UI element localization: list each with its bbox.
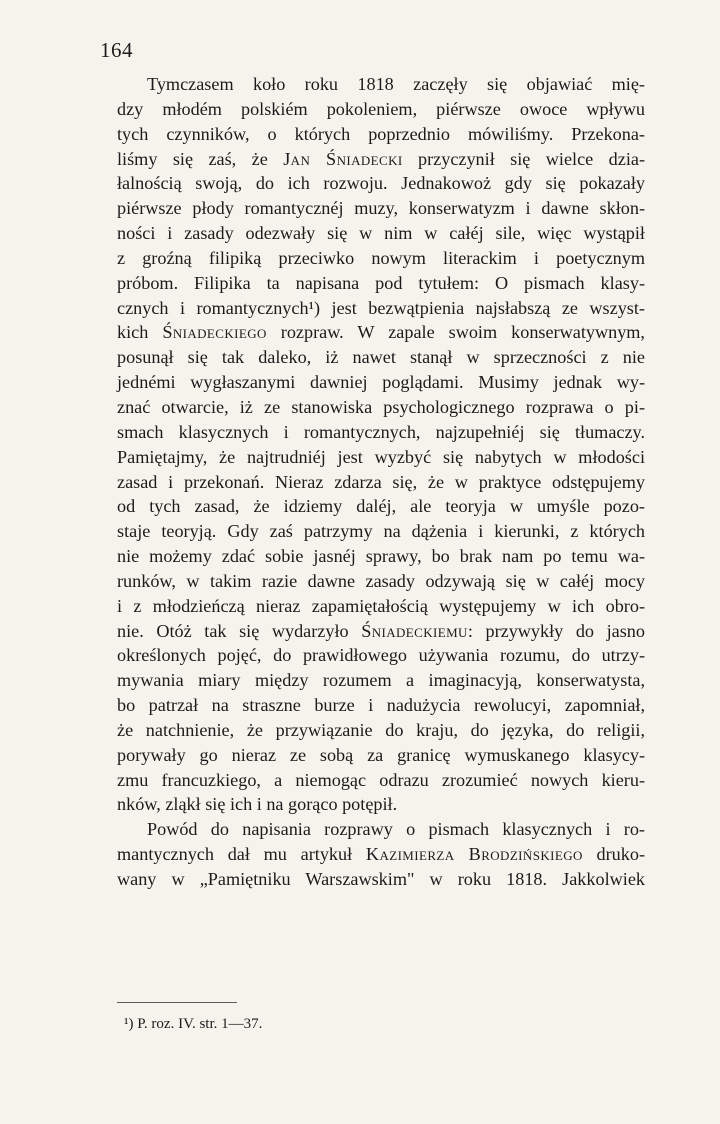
text-line: nie możemy zdać sobie jasnéj sprawy, bo brak nam po temu wa- <box>117 546 645 567</box>
text-line: z groźną filipiką przeciwko nowym literackim i poetycznym <box>117 247 645 268</box>
text-line: dzy młodém polskiém pokoleniem, piérwsze owoce wpływu <box>117 98 645 119</box>
text-line: zmu francuzkiego, a niemogąc odrazu zrozumieć nowych kieru- <box>117 769 645 790</box>
text-line: próbom. Filipika ta napisana pod tytułem: O pismach klasy- <box>117 272 645 293</box>
page-number: 164 <box>100 38 133 62</box>
paragraph-1 <box>117 72 645 817</box>
text-line: mantycznych dał mu artykuł Kazimierza Brodzińskiego druko- <box>117 844 646 865</box>
text-line: zasad i przekonań. Nieraz zdarza się, że w praktyce odstępujemy <box>117 471 645 492</box>
text-line: piérwsze płody romantycznéj muzy, konserwatyzm i dawne skłon- <box>117 198 645 219</box>
text-line: znać otwarcie, iż ze stanowiska psychologicznego rozprawa o pi- <box>117 396 645 417</box>
text-line: porywały go nieraz ze sobą za granicę wymuskanego klasycy- <box>117 744 645 765</box>
text-line: tych czynników, o których poprzednio mówiliśmy. Przekona- <box>117 123 645 144</box>
text-line: Powód do napisania rozprawy o pismach klasycznych i ro- <box>147 819 645 840</box>
text-line: Tymczasem koło roku 1818 zaczęły się objawiać mię- <box>147 74 645 94</box>
body-text <box>117 72 645 892</box>
text-line: cznych i romantycznych¹) jest bezwątpienia najsłabszą ze wszyst- <box>117 297 645 318</box>
text-line: bo patrzał na straszne burze i nadużycia rewolucyi, zapomniał, <box>117 695 645 716</box>
footnote-divider <box>117 1002 237 1003</box>
text-line: mywania miary między rozumem a imaginacyją, konserwatysta, <box>117 670 645 691</box>
text-line: jednémi wygłaszanymi dawniej poglądami. Musimy jednak wy- <box>117 372 645 393</box>
text-line: że natchnienie, że przywiązanie do kraju, do języka, do religii, <box>117 719 645 740</box>
text-line: kich Śniadeckiego rozpraw. W zapale swoim konserwatywnym, <box>117 322 645 343</box>
text-line: wany w „Pamiętniku Warszawskim" w roku 1818. Jakkolwiek <box>117 869 645 889</box>
text-line: i z młodzieńczą nieraz zapamiętałością występujemy w ich obro- <box>117 595 645 616</box>
text-line: runków, w takim razie dawne zasady odzywają się w całéj mocy <box>117 570 645 591</box>
text-line: od tych zasad, że idziemy daléj, ale teoryja w umyśle pozo- <box>117 496 645 517</box>
text-line: Pamiętajmy, że najtrudniéj jest wyzbyć się nabytych w młodości <box>117 446 645 467</box>
footnote: ¹) P. roz. IV. str. 1—37. <box>124 1016 263 1032</box>
text-line: liśmy się zaś, że Jan Śniadecki przyczynił się wielce dzia- <box>117 148 645 169</box>
text-line: nie. Otóż tak się wydarzyło Śniadeckiemu: przywykły do jasno <box>117 620 645 641</box>
text-line: łalnością swoją, do ich rozwoju. Jednakowoż gdy się pokazały <box>117 173 645 194</box>
text-line: ności i zasady odezwały się w nim w całéj sile, więc wystąpił <box>117 223 645 244</box>
text-line: nków, zląkł się ich i na gorąco potępił. <box>117 794 398 815</box>
text-line: określonych pojęć, do prawidłowego używania rozumu, do utrzy- <box>117 645 645 666</box>
text-line: staje teoryją. Gdy zaś patrzymy na dążenia i kierunki, z których <box>117 521 645 542</box>
paragraph-2 <box>117 817 645 892</box>
text-line: smach klasycznych i romantycznych, najzupełniéj się tłumaczy. <box>117 421 645 442</box>
text-line: posunął się tak daleko, iż nawet stanął w sprzeczności z nie <box>117 347 645 368</box>
